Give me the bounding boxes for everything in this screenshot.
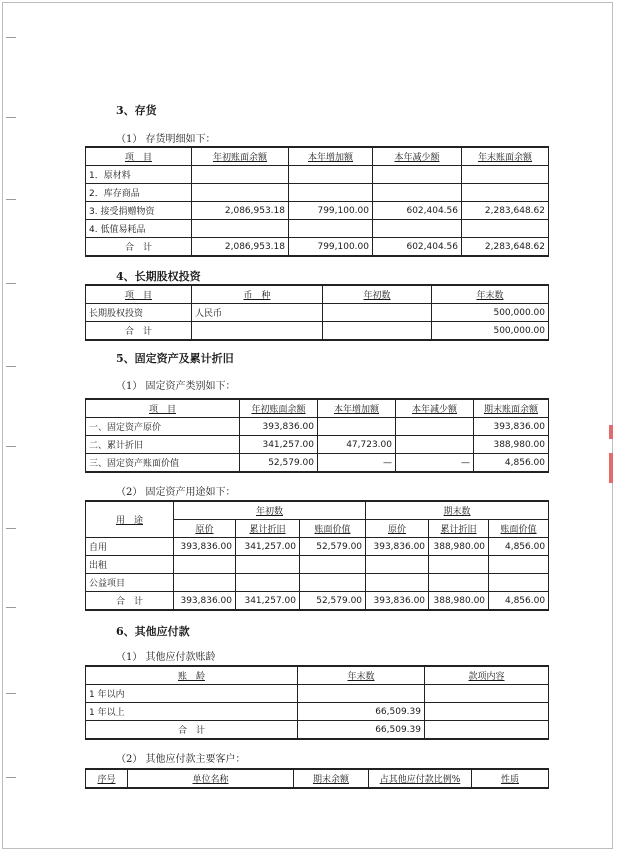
table-header-row [86,769,549,788]
table-cell: 52,579.00 [300,538,366,556]
row-label: 1．原材料 [86,166,192,184]
table-cell [429,556,489,574]
total-row [86,238,549,257]
table-row [86,685,549,703]
column-header: 本年减少额 [394,153,440,163]
table-group-header-row [86,501,549,520]
column-header: 年初账面余额 [251,405,306,415]
table-cell [396,418,474,436]
table-cell: 66,509.39 [298,703,425,721]
section-6-title: 6、其他应付款 [116,625,190,638]
row-label: 长期股权投资 [86,304,192,322]
column-header: 年末数 [347,672,375,682]
row-label: 二、累计折旧 [86,436,240,454]
margin-mark [6,117,16,118]
table-cell: 52,579.00 [240,454,318,473]
column-header: 性质 [500,775,519,785]
table-row [86,556,549,574]
column-header: 序号 [97,775,116,785]
column-header: 项 目 [124,153,152,163]
column-header: 账面价值 [314,525,351,535]
table-row [86,418,549,436]
table-row [86,166,549,184]
seal-fragment [609,425,613,439]
table-row [86,304,549,322]
table-cell: 52,579.00 [300,592,366,611]
table-cell: 66,509.39 [298,721,425,740]
row-label: 公益项目 [86,574,174,592]
table-row [86,703,549,721]
total-row [86,721,549,740]
table-cell: 47,723.00 [318,436,396,454]
table-cell: 500,000.00 [432,322,549,341]
margin-mark [6,446,16,447]
equity-investment-table [85,284,549,341]
column-header: 款项内容 [468,672,505,682]
table-cell: 388,980.00 [429,538,489,556]
section-3-title: 3、存货 [116,104,157,117]
table-cell [300,574,366,592]
table-cell [236,574,300,592]
table-cell: 799,100.00 [289,202,373,220]
table-cell [236,556,300,574]
margin-mark [6,528,16,529]
section-5-subtitle-1: （1） 固定资产类别如下： [116,381,236,392]
fixed-asset-category-table [85,398,549,473]
section-5-title: 5、固定资产及累计折旧 [116,352,234,365]
column-header: 累计折旧 [440,525,477,535]
seal-fragment [609,453,613,483]
table-cell [300,556,366,574]
row-label: 2．库存商品 [86,184,192,202]
table-cell [298,685,425,703]
table-cell: 2,283,648.62 [462,238,549,257]
table-cell [289,220,373,238]
table-row [86,538,549,556]
margin-mark [6,37,16,38]
table-cell [192,184,289,202]
column-header: 用 途 [115,516,143,526]
section-6-subtitle-2: （2） 其他应付款主要客户： [116,754,246,765]
row-label: 3. 接受捐赠物资 [86,202,192,220]
table-cell: 393,836.00 [174,538,236,556]
table-cell: 2,086,953.18 [192,202,289,220]
table-cell [323,304,432,322]
row-label: 1 年以内 [86,685,298,703]
table-row [86,574,549,592]
table-cell [289,184,373,202]
table-cell [462,166,549,184]
table-cell: 393,836.00 [240,418,318,436]
table-cell [429,574,489,592]
table-cell [323,322,432,341]
table-cell [425,721,549,740]
table-cell: 4,856.00 [474,454,549,473]
table-row [86,202,549,220]
table-cell: 341,257.00 [236,538,300,556]
margin-mark [6,283,16,284]
total-row [86,592,549,611]
row-label: 自用 [86,538,174,556]
table-cell [192,322,323,341]
table-cell: — [396,454,474,473]
table-cell [366,556,429,574]
table-cell: 341,257.00 [236,592,300,611]
margin-mark [6,366,16,367]
inventory-table [85,146,549,257]
margin-mark [6,607,16,608]
column-header: 项 目 [124,291,152,301]
table-header-row [86,399,549,418]
margin-mark [6,693,16,694]
column-header: 年末数 [476,291,504,301]
table-row [86,436,549,454]
table-cell [462,184,549,202]
table-cell: 4,856.00 [489,592,549,611]
column-header: 期末账面余额 [483,405,538,415]
table-cell [373,166,462,184]
column-header: 项 目 [148,405,176,415]
column-header: 占其他应付款比例% [379,775,461,785]
total-row [86,322,549,341]
table-cell [425,685,549,703]
table-header-row [86,666,549,685]
section-3-subtitle: （1） 存货明细如下： [116,134,216,145]
column-group-header: 年初数 [256,507,284,517]
row-label: 1 年以上 [86,703,298,721]
table-cell: 2,086,953.18 [192,238,289,257]
table-cell: 393,836.00 [174,592,236,611]
table-row [86,184,549,202]
other-payables-aging-table [85,665,549,740]
table-cell [174,556,236,574]
table-cell [373,184,462,202]
table-cell: 人民币 [192,304,323,322]
table-header-row [86,285,549,304]
column-header: 本年增加额 [307,153,353,163]
column-header: 累计折旧 [249,525,286,535]
table-cell: 799,100.00 [289,238,373,257]
table-cell [489,556,549,574]
table-cell: 4,856.00 [489,538,549,556]
column-header: 币 种 [243,291,271,301]
column-header: 期末余额 [312,775,349,785]
table-cell [462,220,549,238]
margin-mark [6,199,16,200]
margin-mark [6,777,16,778]
table-cell: 393,836.00 [474,418,549,436]
table-cell: 602,404.56 [373,202,462,220]
row-label: 合 计 [86,592,174,611]
column-group-header: 期末数 [443,507,471,517]
column-header: 账面价值 [500,525,537,535]
column-header: 原价 [388,525,407,535]
table-cell: 393,836.00 [366,592,429,611]
column-header: 单位名称 [192,775,229,785]
row-label: 一、固定资产原价 [86,418,240,436]
column-header: 本年减少额 [411,405,457,415]
other-payables-clients-table [85,768,549,789]
section-5-subtitle-2: （2） 固定资产用途如下： [116,487,236,498]
column-header: 年初数 [363,291,391,301]
row-label: 出租 [86,556,174,574]
column-header: 年末账面余额 [477,153,532,163]
row-label: 三、固定资产账面价值 [86,454,240,473]
table-cell [396,436,474,454]
table-cell: 602,404.56 [373,238,462,257]
fixed-asset-usage-table [85,500,549,611]
table-cell [174,574,236,592]
table-cell [373,220,462,238]
table-row [86,454,549,473]
table-cell: 388,980.00 [474,436,549,454]
table-cell: 500,000.00 [432,304,549,322]
table-cell [192,220,289,238]
row-label: 4. 低值易耗品 [86,220,192,238]
row-label: 合 计 [86,238,192,257]
row-label: 合 计 [86,322,192,341]
table-cell [289,166,373,184]
table-cell [318,418,396,436]
row-label: 合 计 [86,721,298,740]
table-cell: 388,980.00 [429,592,489,611]
table-header-row [86,147,549,166]
section-4-title: 4、长期股权投资 [116,270,201,283]
table-cell [366,574,429,592]
table-cell: — [318,454,396,473]
table-row [86,220,549,238]
section-6-subtitle-1: （1） 其他应付款账龄 [116,652,216,663]
column-header: 本年增加额 [333,405,379,415]
table-cell [489,574,549,592]
table-cell: 341,257.00 [240,436,318,454]
column-header: 账 龄 [177,672,205,682]
table-cell [192,166,289,184]
column-header: 年初账面余额 [212,153,267,163]
table-cell: 2,283,648.62 [462,202,549,220]
table-cell: 393,836.00 [366,538,429,556]
table-cell [425,703,549,721]
column-header: 原价 [195,525,214,535]
